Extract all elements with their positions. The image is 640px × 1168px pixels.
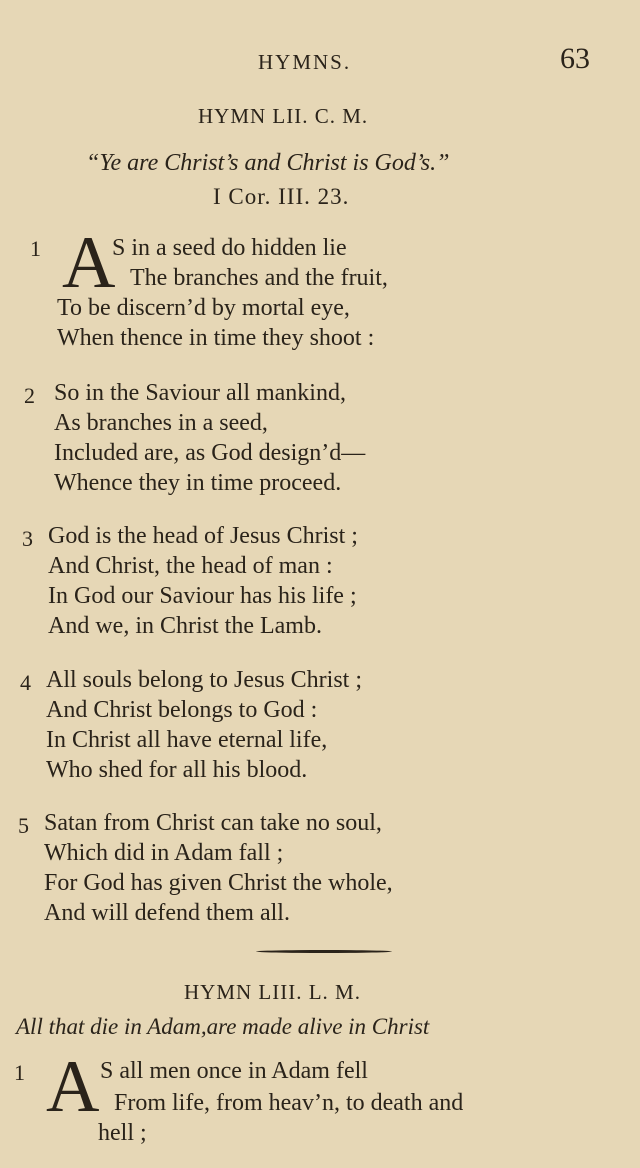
verse-line: All souls belong to Jesus Christ ; [46,667,363,693]
verse-line: And will defend them all. [44,900,290,926]
verse-line: When thence in time they shoot : [57,325,375,351]
verse-line: And Christ belongs to God : [46,697,318,723]
verse-number: 3 [22,526,33,551]
verse-line: Who shed for all his blood. [46,757,308,783]
verse-line: To be discern’d by mortal eye, [57,295,350,321]
verse-line: The branches and the fruit, [130,265,388,291]
hymn-52-title: HYMN LII. C. M. [198,104,369,128]
verse-line: Which did in Adam fall ; [44,840,284,866]
verse-line: In Christ all have eternal life, [46,727,328,753]
verse-line: From life, from heav’n, to death and [114,1090,464,1116]
verse-line: Whence they in time proceed. [54,470,342,496]
verse-line: hell ; [98,1120,147,1146]
verse-number: 1 [30,236,41,261]
verse-number: 5 [18,813,29,838]
verse-number: 2 [24,383,35,408]
verse-line: Included are, as God design’d— [54,440,366,466]
running-title: HYMNS. [258,50,352,74]
verse-number: 4 [20,670,31,695]
verse-line: Satan from Christ can take no soul, [44,810,382,836]
verse-line: In God our Saviour has his life ; [48,583,357,609]
section-divider [256,950,392,953]
hymn-53-title: HYMN LIII. L. M. [184,980,361,1004]
drop-cap: A [46,1046,100,1128]
hymn-52-epigraph: “Ye are Christ’s and Christ is God’s.” [86,150,450,176]
verse-line: God is the head of Jesus Christ ; [48,523,358,549]
verse-line: And Christ, the head of man : [48,553,333,579]
verse-number: 1 [14,1060,25,1085]
hymn-52-reference: I Cor. III. 23. [213,184,350,209]
verse-line: As branches in a seed, [54,410,268,436]
verse-line: For God has given Christ the whole, [44,870,393,896]
verse-line: S all men once in Adam fell [100,1058,368,1084]
hymn-53-epigraph: All that die in Adam,are made alive in Christ [16,1014,430,1039]
verse-line: And we, in Christ the Lamb. [48,613,322,639]
verse-line: So in the Saviour all mankind, [54,380,346,406]
page-number: 63 [560,42,590,75]
drop-cap: A [62,222,116,304]
verse-line: S in a seed do hidden lie [112,235,347,261]
